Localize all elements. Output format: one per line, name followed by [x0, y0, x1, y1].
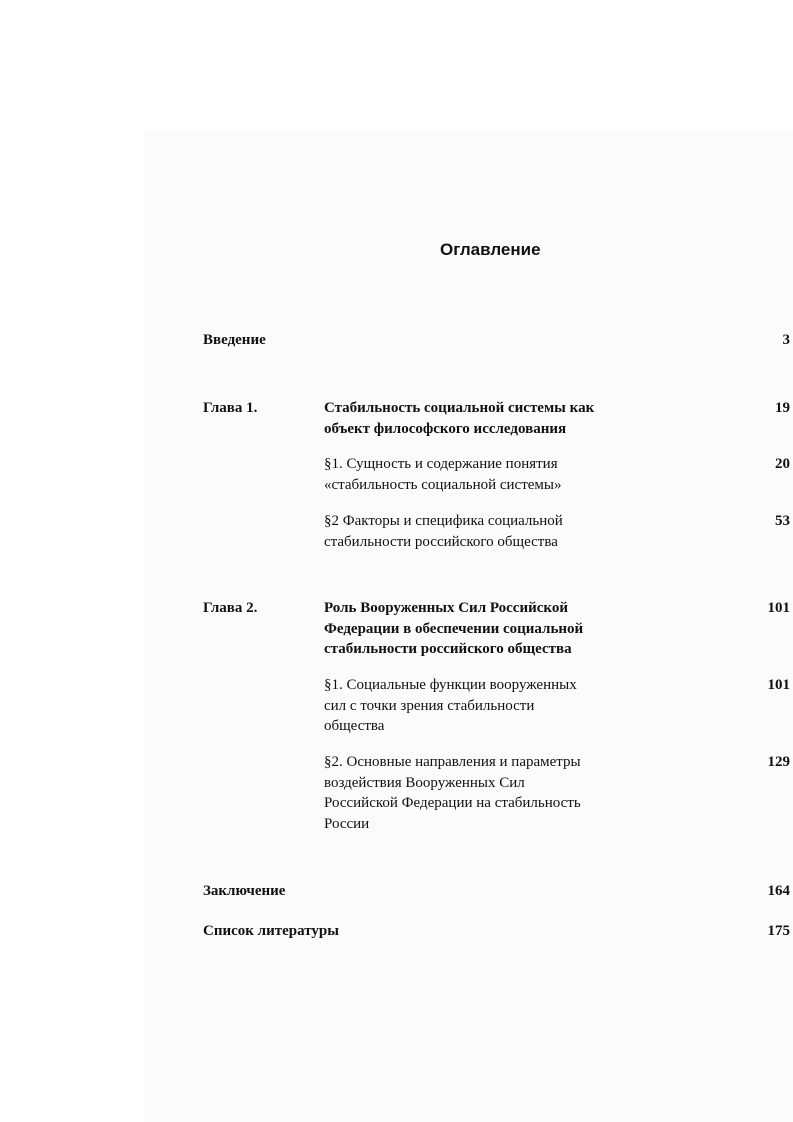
page-title: Оглавление	[440, 240, 541, 259]
toc-page-number: 19	[775, 400, 790, 416]
toc-page-number: 101	[767, 677, 790, 693]
toc-page-number: 53	[775, 513, 790, 529]
toc-entry-label: Список литературы	[203, 923, 339, 939]
toc-chapter-label: Глава 1.	[203, 400, 258, 416]
toc-entry-label: Заключение	[203, 883, 286, 899]
toc-chapter-label: Глава 2.	[203, 600, 258, 616]
toc-section-title: §2 Факторы и специфика социальной стабильности российского общества	[324, 513, 563, 550]
toc-page-number: 175	[767, 923, 790, 939]
toc-chapter-title: Стабильность социальной системы как объект философского исследования	[324, 400, 595, 437]
toc-page-number: 3	[782, 332, 790, 348]
toc-page-number: 164	[767, 883, 790, 899]
toc-section-title: §1. Сущность и содержание понятия «стабильность социальной системы»	[324, 456, 562, 493]
toc-entry-label: Введение	[203, 332, 266, 348]
toc-page-number: 129	[767, 754, 790, 770]
toc-page-number: 20	[775, 456, 790, 472]
toc-page-number: 101	[767, 600, 790, 616]
toc-section-title: §1. Социальные функции вооруженных сил с точки зрения стабильности общества	[324, 677, 577, 734]
toc-chapter-title: Роль Вооруженных Сил Российской Федерации в обеспечении социальной стабильности российского общества	[324, 600, 584, 657]
toc-section-title: §2. Основные направления и параметры воздействия Вооруженных Сил Российской Федерации на стабильность России	[324, 754, 581, 832]
